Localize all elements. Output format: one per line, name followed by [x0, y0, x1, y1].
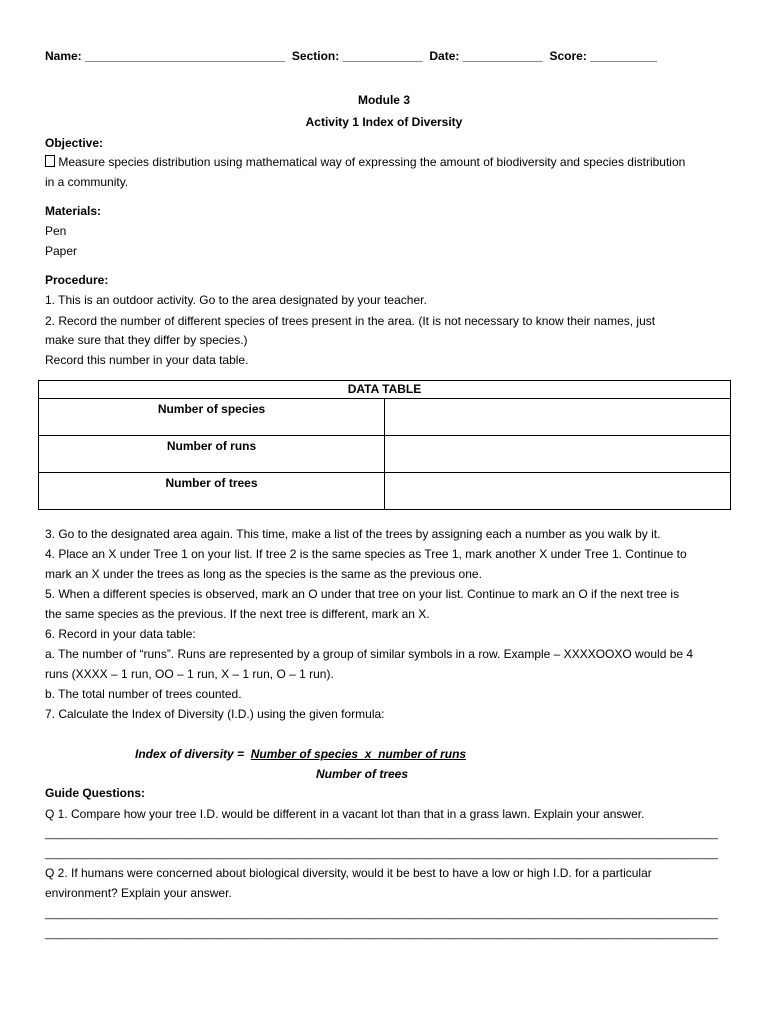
data-table-title: DATA TABLE	[39, 381, 731, 399]
name-label: Name:	[45, 49, 82, 63]
procedure-line: b. The total number of trees counted.	[45, 687, 242, 701]
formula-numerator: Number of species x number of runs	[250, 747, 467, 761]
trees-count-cell[interactable]	[385, 473, 731, 510]
question-2: Q 2. If humans were concerned about biological diversity, would it be best to have a low or high I.D. for a particular	[45, 866, 652, 880]
date-label: Date:	[429, 49, 460, 63]
answer-line[interactable]: ______________________________________________________________________________________________________________	[45, 828, 718, 840]
procedure-line: 7. Calculate the Index of Diversity (I.D.) using the given formula:	[45, 707, 385, 721]
answer-line[interactable]: ______________________________________________________________________________________________________________	[45, 908, 718, 920]
objective-text-line-1: Measure species distribution using mathematical way of expressing the amount of biodiversity and species distribution	[45, 154, 685, 170]
procedure-line: 3. Go to the designated area again. This time, make a list of the trees by assigning each a number as you walk by it.	[45, 527, 661, 541]
runs-count-cell[interactable]	[385, 436, 731, 473]
score-label: Score:	[549, 49, 587, 63]
table-row	[39, 399, 731, 436]
question-1: Q 1. Compare how your tree I.D. would be different in a vacant lot than that in a grass lawn. Explain your answer.	[45, 807, 645, 821]
procedure-line: 5. When a different species is observed, mark an O under that tree on your list. Continue to mark an O if the next tree is	[45, 587, 680, 601]
data-table	[38, 380, 731, 510]
answer-line[interactable]: ______________________________________________________________________________________________________________	[45, 928, 718, 940]
objective-text-line-2: in a community.	[45, 175, 129, 189]
guide-questions-heading: Guide Questions:	[45, 786, 146, 800]
student-info-header	[45, 48, 657, 64]
species-count-cell[interactable]	[385, 399, 731, 436]
procedure-line: mark an X under the trees as long as the species is the same as the previous one.	[45, 567, 482, 581]
date-field[interactable]: ____________	[462, 49, 543, 63]
procedure-line: 2. Record the number of different species of trees present in the area. (It is not necessary to know their names, just	[45, 314, 656, 328]
name-field[interactable]: ______________________________	[85, 49, 286, 63]
materials-heading: Materials:	[45, 204, 102, 218]
procedure-heading: Procedure:	[45, 273, 109, 287]
bullet-icon	[45, 155, 55, 167]
formula-equation	[135, 746, 466, 762]
table-row-label: Number of trees	[39, 473, 385, 510]
procedure-line: runs (XXXX – 1 run, OO – 1 run, X – 1 run, O – 1 run).	[45, 667, 334, 681]
procedure-line: 4. Place an X under Tree 1 on your list. If tree 2 is the same species as Tree 1, mark another X under Tree 1. Continue to	[45, 547, 687, 561]
table-row-label: Number of runs	[39, 436, 385, 473]
procedure-line: a. The number of “runs”. Runs are represented by a group of similar symbols in a row. Example – XXXXOOXO would be 4	[45, 647, 694, 661]
table-row	[39, 473, 731, 510]
table-row	[39, 436, 731, 473]
procedure-line: Record this number in your data table.	[45, 353, 249, 367]
material-item: Pen	[45, 224, 67, 238]
section-field[interactable]: ____________	[342, 49, 423, 63]
section-label: Section:	[291, 49, 340, 63]
answer-line[interactable]: ______________________________________________________________________________________________________________	[45, 848, 718, 860]
activity-title: Activity 1 Index of Diversity	[305, 115, 463, 129]
procedure-line: 6. Record in your data table:	[45, 627, 196, 641]
score-field[interactable]: __________	[590, 49, 657, 63]
question-2-continued: environment? Explain your answer.	[45, 886, 232, 900]
formula-lhs: Index of diversity =	[135, 747, 248, 761]
procedure-line: 1. This is an outdoor activity. Go to the area designated by your teacher.	[45, 293, 427, 307]
procedure-line: the same species as the previous. If the next tree is different, mark an X.	[45, 607, 430, 621]
objective-heading: Objective:	[45, 136, 104, 150]
formula-denominator: Number of trees	[316, 767, 409, 781]
procedure-line: make sure that they differ by species.)	[45, 333, 248, 347]
module-title: Module 3	[357, 93, 410, 107]
table-row-label: Number of species	[39, 399, 385, 436]
material-item: Paper	[45, 244, 78, 258]
